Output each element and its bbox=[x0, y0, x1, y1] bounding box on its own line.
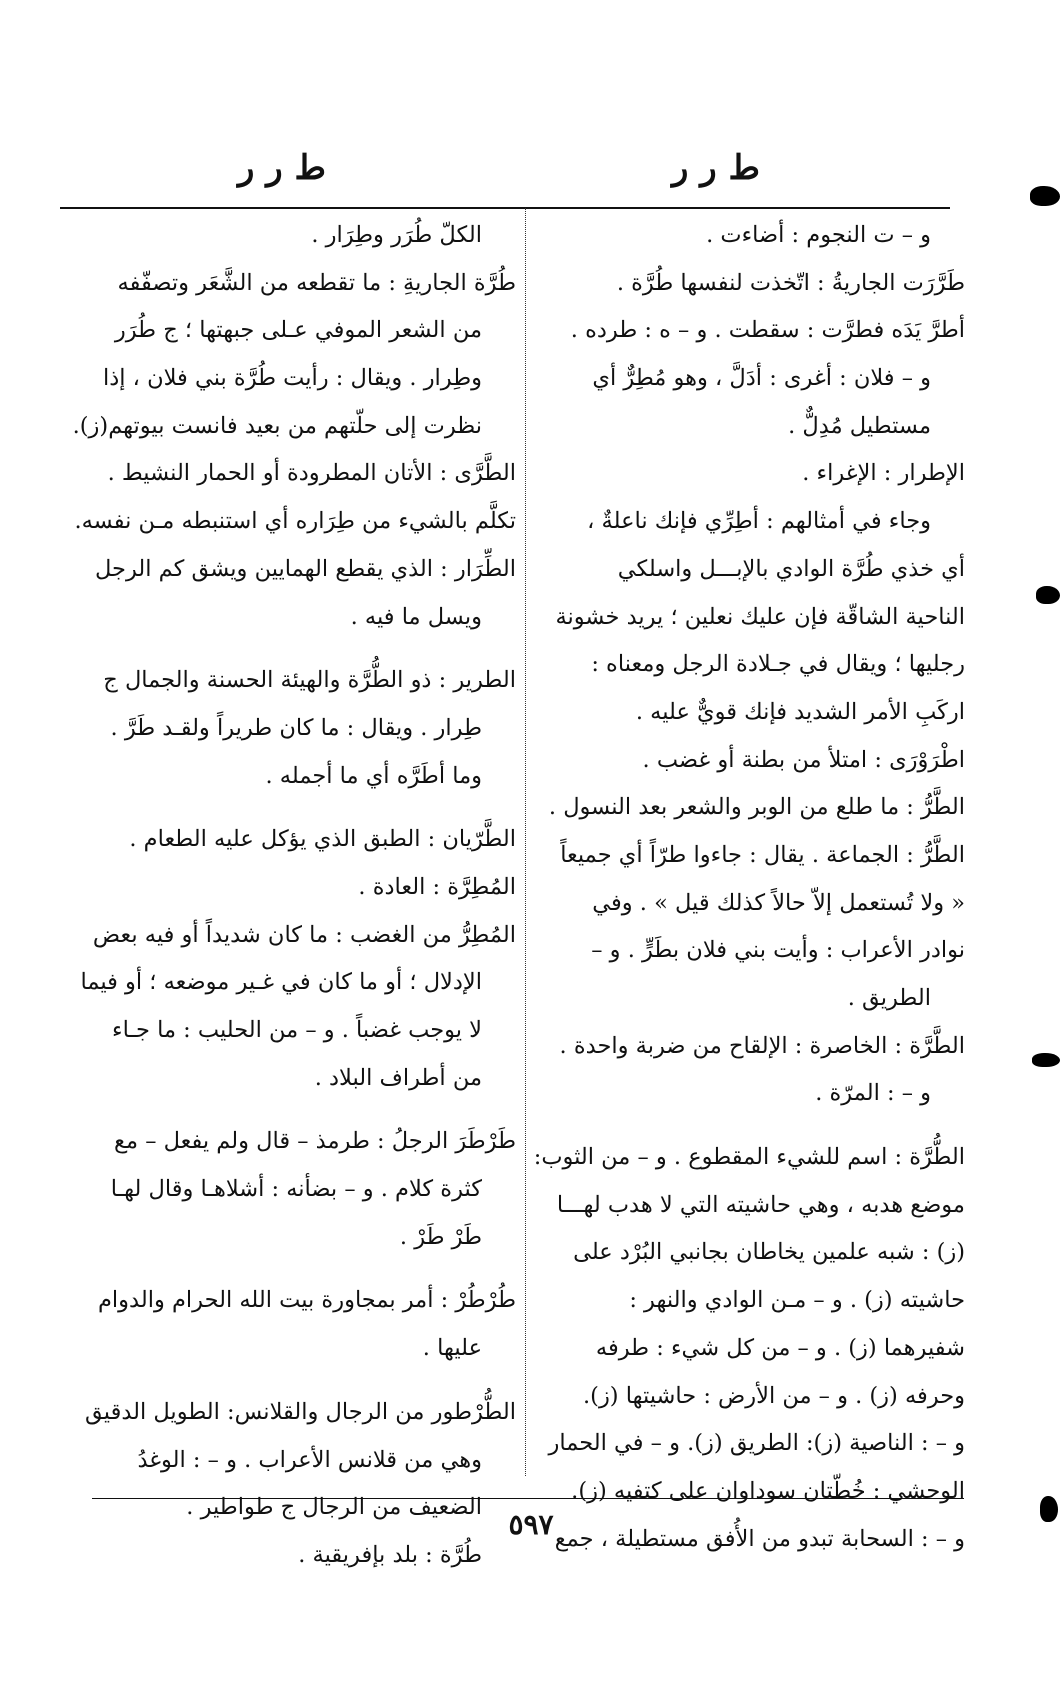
right-column bbox=[533, 212, 965, 1563]
text-line: وحرفه (ز) . و – من الأرض : حاشيتها (ز). bbox=[583, 1382, 965, 1409]
text-line: طَرَّرَت الجاريةُ : اتّخذت لنفسها طُرَّة . bbox=[616, 269, 965, 296]
text-line: الطَّرُّ : الجماعة . يقال : جاءوا طرّاً أي جميعاً bbox=[560, 841, 965, 868]
text-line: و – ت النجوم : أضاءت . bbox=[706, 222, 931, 248]
text-line: و – فلان : أغرى : أدَلَّ ، وهو مُطِرٌّ أي bbox=[592, 365, 931, 392]
text-line: عليها . bbox=[422, 1335, 482, 1362]
scan-blot bbox=[1032, 1053, 1060, 1067]
text-line: أي خذي طُرَّة الوادي بالإبـــل واسلكي bbox=[617, 555, 965, 582]
entry-gap bbox=[70, 641, 516, 657]
scan-blot bbox=[1036, 586, 1060, 604]
text-line: تكلَّم بالشيء من طِرَاره أي استنبطه مـن نفسه. bbox=[74, 508, 516, 535]
text-line: طُرَّة الجاريةِ : ما تقطعه من الشَّعَر وتصفّفه bbox=[117, 269, 516, 296]
scan-blot bbox=[1040, 1496, 1058, 1522]
text-line: و – : المرّة . bbox=[815, 1080, 931, 1107]
text-line: الطُّرَّة : اسم للشيء المقطوع . و – من الثوب: bbox=[533, 1144, 965, 1171]
entry-gap bbox=[70, 800, 516, 816]
text-line: الطَّرّيان : الطبق الذي يؤكل عليه الطعام . bbox=[129, 826, 516, 853]
text-line: طُرْطُرْ : أمر بمجاورة بيت الله الحرام والدوام bbox=[98, 1287, 516, 1314]
text-line: طِرار . ويقال : ما كان طريراً ولقـد طَرَّ . bbox=[110, 714, 482, 741]
text-line: كثرة كلام . و – بضأنه : أشلاهـا وقال لهـا bbox=[110, 1176, 482, 1203]
text-line: من الشعر الموفي عـلى جبهتها ؛ ج طُرَر bbox=[114, 317, 482, 344]
text-line: و – : السحابة تبدو من الأُفق مستطيلة ، جمع bbox=[554, 1525, 965, 1552]
text-line: ويسل ما فيه . bbox=[350, 603, 482, 630]
text-line: الطريق . bbox=[847, 985, 931, 1011]
scan-blot bbox=[1030, 186, 1060, 206]
page-number: ٥٩٧ bbox=[508, 1508, 554, 1541]
text-line: طَرْطَرَ الرجلُ : طرمذ – قال ولم يفعل – مع bbox=[114, 1128, 516, 1155]
entry-gap bbox=[533, 1118, 965, 1134]
text-line: وما أطَرَّه أي ما أجمله . bbox=[265, 762, 482, 789]
text-line: اطْرَوْرَى : امتلأ من بطنة أو غضب . bbox=[642, 746, 965, 773]
text-line: الإطرار : الإغراء . bbox=[802, 460, 965, 487]
text-line: أطرَّ يَدَه فطرَّت : سقطت . و – ه : طرده . bbox=[570, 317, 965, 344]
text-line: لا يوجب غضباً . و – من الحليب : ما جـاء bbox=[112, 1017, 482, 1043]
header-root-left: ط ر ر bbox=[238, 148, 326, 188]
text-line: مستطيل مُدِلٌّ . bbox=[788, 412, 931, 439]
left-column bbox=[70, 212, 516, 1580]
text-line: و – : الناصية (ز): الطريق (ز). و – في الحمار bbox=[548, 1430, 965, 1457]
text-line: الناحية الشاقّة فإن عليك نعلين ؛ يريد خشونة bbox=[555, 603, 965, 630]
text-line: موضع هدبه ، وهي حاشيته التي لا هدب لهـــا bbox=[556, 1191, 965, 1218]
entry-gap bbox=[70, 1261, 516, 1277]
text-line: نوادر الأعراب : وأيت بني فلان بطَرٍّ . و – bbox=[591, 937, 965, 964]
entry-gap bbox=[70, 1102, 516, 1118]
text-line: وطِرار . ويقال : رأيت طُرَّة بني فلان ، إذا bbox=[103, 365, 482, 392]
header-root-right: ط ر ر bbox=[672, 148, 760, 188]
text-line: رجليها ؛ ويقال في جـلادة الرجل ومعناه : bbox=[591, 651, 965, 678]
text-line: المُطِرَّة : العادة . bbox=[358, 873, 516, 900]
header-rule bbox=[60, 207, 950, 209]
text-line: طَرْ طَرْ . bbox=[399, 1223, 482, 1250]
text-line: الضعيف من الرجال ج طواطير . bbox=[186, 1494, 482, 1521]
text-line: الطرير : ذو الطُّرَّة والهيئة الحسنة والجمال ج bbox=[103, 667, 516, 694]
text-line: حاشيته (ز) . و – مـن الوادي والنهر : bbox=[629, 1287, 965, 1314]
column-divider bbox=[525, 208, 526, 1476]
text-line: اركَبِ الأمر الشديد فإنك قويٌّ عليه . bbox=[635, 698, 965, 725]
text-line: نظرت إلى حلّتهم من بعيد فانست بيوتهم(ز). bbox=[72, 412, 482, 439]
text-line: (ز) : شبه علمين يخاطان بجانبي البُرْد على bbox=[573, 1239, 965, 1266]
text-line: الطَّرُّ : ما طلع من الوبر والشعر بعد النسول . bbox=[548, 794, 965, 821]
text-line: الوحشي : خُطّتان سوداوان على كتفيه (ز). bbox=[571, 1477, 965, 1504]
entry-gap bbox=[70, 1373, 516, 1389]
text-line: الكلّ طُرَر وطِرَار . bbox=[311, 222, 482, 248]
text-line: طُرَّة : بلد بإفريقية . bbox=[298, 1541, 482, 1568]
text-line: الطَّرَّى : الأتان المطرودة أو الحمار النشيط . bbox=[107, 460, 516, 487]
text-line: المُطِرُّ من الغضب : ما كان شديداً أو فيه بعض bbox=[92, 921, 516, 948]
text-line: الطُّرْطور من الرجال والقلانس: الطويل الدقيق bbox=[85, 1398, 516, 1425]
text-line: شفيرهما (ز) . و – من كل شيء : طرفه bbox=[595, 1334, 965, 1361]
text-line: « ولا تُستعمل إلاّ حالاً كذلك قيل » . وفي bbox=[592, 889, 965, 916]
text-line: الطَّرَّة : الخاصرة : الإلقاح من ضربة واحدة . bbox=[559, 1032, 965, 1059]
text-line: وهي من قلانس الأعراب . و – : الوغدُ bbox=[137, 1446, 482, 1473]
text-line: وجاء في أمثالهم : أطِرِّي فإنك ناعلةٌ ، bbox=[587, 508, 931, 535]
text-line: الطِّرَار : الذي يقطع الهمايين ويشق كم الرجل bbox=[95, 555, 516, 582]
text-line: من أطراف البلاد . bbox=[314, 1064, 482, 1091]
text-line: الإدلال ؛ أو ما كان في غـير موضعه ؛ أو فيما bbox=[80, 969, 482, 996]
footer-rule bbox=[92, 1498, 964, 1499]
